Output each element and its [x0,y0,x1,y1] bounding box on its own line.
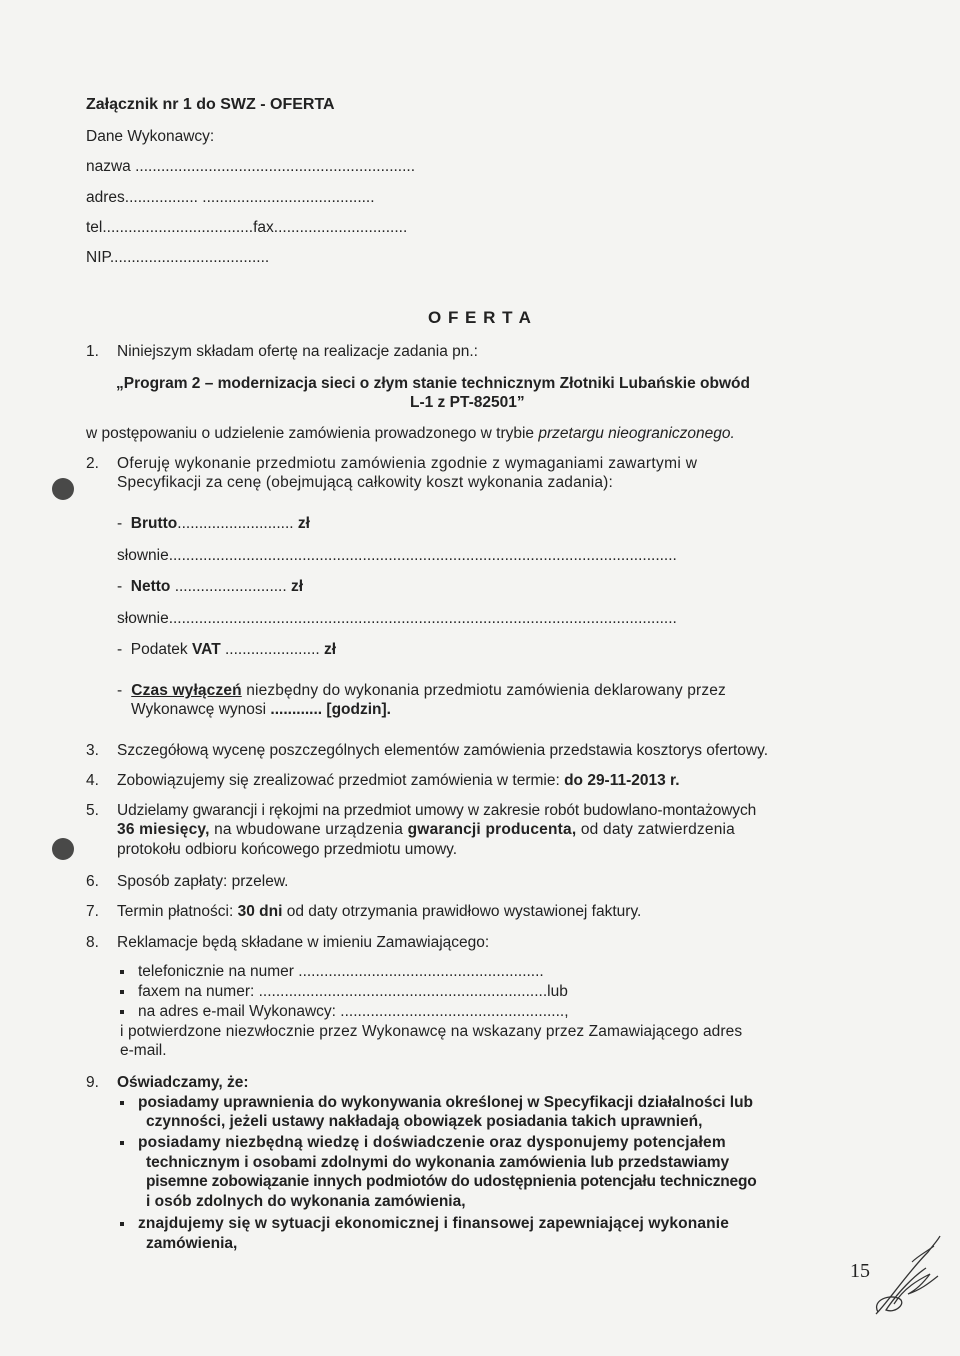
procedure-type: przetargu nieograniczonego. [538,425,735,442]
section-4-line [117,771,680,790]
section-5-number: 5. [86,802,99,819]
producer-warranty: gwarancji producenta, [407,821,577,838]
section-6-text: Sposób zapłaty: przelew. [117,873,289,890]
procedure-text: w postępowaniu o udzielenie zamówienia prowadzonego w trybie [86,425,539,442]
bullet-icon [120,970,124,974]
declaration-2-line1: posiadamy niezbędną wiedzę i doświadczenie oraz dysponujemy potencjałem [120,1133,726,1152]
shutdown-line1: - Czas wyłączeń niezbędny do wykonania przedmiotu zamówienia deklarowany przez [117,682,726,699]
punch-hole-top [52,478,74,500]
procedure-line [86,424,735,443]
section-8-number: 8. [86,934,99,951]
vat-currency: zł [324,641,337,658]
section-5-line1: Udzielamy gwarancji i rękojmi na przedmiot umowy w zakresie robót budowlano-montażowych [117,802,757,819]
bullet-icon [120,1141,124,1145]
signature-icon [868,1232,948,1322]
complaint-fax-field[interactable]: faxem na numer: ...................................................................lub [120,982,568,1001]
gross-dots: ........................... [177,515,294,532]
bullet-icon [120,1101,124,1105]
net-dots: .......................... [170,578,287,595]
shutdown-text: niezbędny do wykonania przedmiotu zamówienia deklarowany przez [241,682,726,699]
declaration-3-line1: znajdujemy się w sytuacji ekonomicznej i finansowej zapewniającej wykonanie [120,1214,729,1233]
section-7-text: Termin płatności: [117,903,238,920]
document-title: Załącznik nr 1 do SWZ - OFERTA [86,96,335,113]
vat-label-bold: VAT [191,641,221,658]
declaration-3-line2: zamówienia, [146,1235,238,1252]
declaration-2-line4: i osób zdolnych do wykonania zamówienia, [146,1193,466,1210]
section-5-line2 [117,820,735,839]
offer-heading: O F E R T A [428,308,532,327]
contractor-nip-field[interactable]: NIP..................................... [86,249,270,266]
section-4-number: 4. [86,772,99,789]
punch-hole-bottom [52,838,74,860]
vat-label: Podatek [130,641,192,658]
net-price-field[interactable]: - Netto .......................... zł [117,578,304,595]
contractor-address-field[interactable]: adres................. ........................................ [86,189,375,206]
section-6-number: 6. [86,873,99,890]
section-5-tail: od daty zatwierdzenia [576,821,735,838]
section-2-line1: Oferuję wykonanie przedmiotu zamówienia zgodnie z wymaganiami zawartymi w [117,455,698,472]
net-in-words-field[interactable]: słownie...................................................................................................................... [117,610,677,627]
shutdown-text2: Wykonawcę wynosi [131,701,271,718]
payment-days: 30 dni [237,903,283,920]
shutdown-hours: ............ [godzin]. [270,701,391,718]
declaration-1-line1: posiadamy uprawnienia do wykonywania określonej w Specyfikacji działalności lub [120,1093,753,1112]
deadline: do 29-11-2013 r. [564,772,680,789]
section-5-line3: protokołu odbioru końcowego przedmiotu umowy. [117,841,458,858]
bullet-icon [120,1010,124,1014]
section-3-text: Szczegółową wycenę poszczególnych elementów zamówienia przedstawia kosztorys ofertowy. [117,742,769,759]
section-9-heading: Oświadczamy, że: [117,1074,249,1091]
vat-dots: ...................... [220,641,320,658]
complaint-email-field[interactable]: na adres e-mail Wykonawcy: ...................................................., [120,1002,569,1021]
bullet-icon [120,990,124,994]
declaration-1-line2: czynności, jeżeli ustawy nakładają obowiązek posiadania takich uprawnień, [146,1113,703,1130]
section-8-confirm-line1: i potwierdzone niezwłocznie przez Wykonawcę na wskazany przez Zamawiającego adres [120,1023,743,1040]
section-9-number: 9. [86,1074,99,1091]
section-1-number: 1. [86,343,99,360]
contractor-name-field[interactable]: nazwa ................................................................. [86,158,416,175]
declaration-2-line2: technicznym i osobami zdolnymi do wykonania zamówienia lub przedstawiamy [146,1154,730,1171]
contractor-heading: Dane Wykonawcy: [86,128,215,145]
gross-label: Brutto [130,515,178,532]
net-currency: zł [290,578,304,595]
section-8-confirm-line2: e-mail. [120,1042,167,1059]
complaint-phone-field[interactable]: telefonicznie na numer ......................................................... [120,962,544,981]
project-title-line2: L-1 z PT-82501” [410,394,525,411]
section-5-mid: na wbudowane urządzenia [209,821,408,838]
shutdown-line2[interactable] [131,700,391,719]
warranty-months: 36 miesięcy, [117,821,210,838]
section-7-line [117,902,641,921]
shutdown-label: Czas wyłączeń [131,682,242,699]
contractor-phone-fax-field[interactable]: tel...................................fax............................... [86,219,408,236]
section-4-text: Zobowiązujemy się zrealizować przedmiot zamówienia w termie: [117,772,565,789]
section-2-number: 2. [86,455,99,472]
project-title-line1: „Program 2 – modernizacja sieci o złym stanie technicznym Złotniki Lubańskie obwód [116,375,750,392]
page-number: 15 [850,1260,870,1282]
gross-in-words-field[interactable]: słownie...................................................................................................................... [117,547,677,564]
section-3-number: 3. [86,742,99,759]
gross-currency: zł [297,515,310,532]
bullet-icon [120,1222,124,1226]
declaration-2-line3: pisemne zobowiązanie innych podmiotów do udostępnienia potencjału technicznego [146,1173,757,1190]
gross-price-field[interactable]: - Brutto........................... zł [117,515,310,532]
section-7-tail: od daty otrzymania prawidłowo wystawionej faktury. [282,903,642,920]
vat-field[interactable]: - Podatek VAT ...................... zł [117,641,337,658]
section-2-line2: Specyfikacji za cenę (obejmującą całkowity koszt wykonania zadania): [117,474,614,491]
section-8-text: Reklamacje będą składane w imieniu Zamawiającego: [117,934,490,951]
section-7-number: 7. [86,903,99,920]
section-1-text: Niniejszym składam ofertę na realizacje zadania pn.: [117,343,478,360]
net-label: Netto [130,578,171,595]
